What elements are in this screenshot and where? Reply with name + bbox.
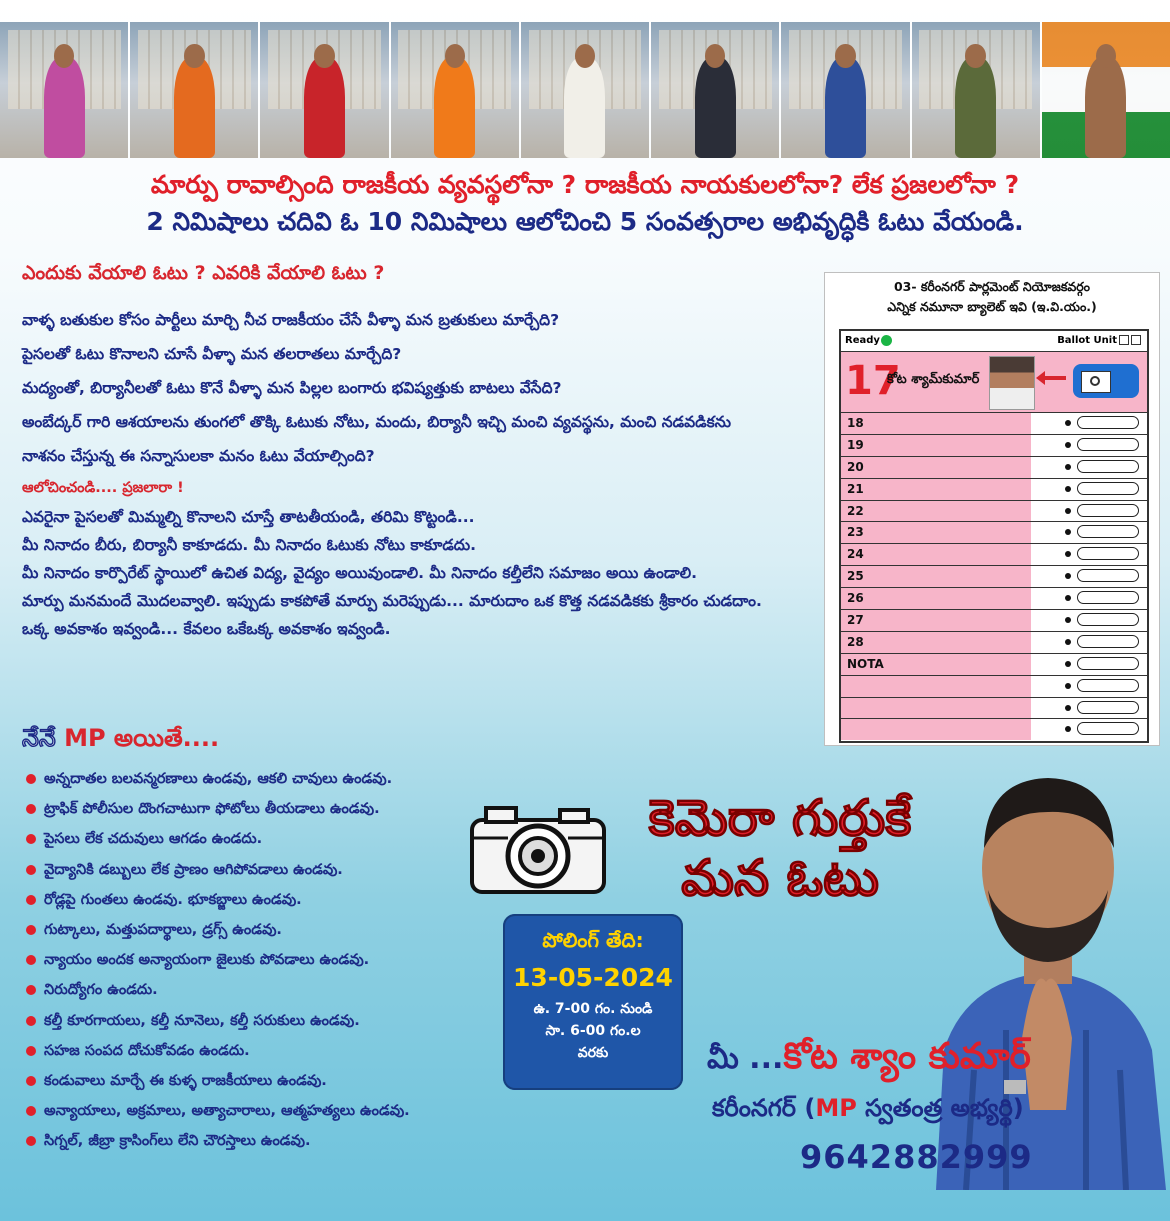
camera-symbol-icon	[466, 798, 610, 898]
bullet-dot-icon	[26, 985, 36, 995]
body-line: అంబేద్కర్ గారి ఆశయాలను తుంగలో తొక్కి ఓటుకు నోటు, మందు, బిర్యానీ ఇచ్చి మంచి వ్యవస్థను, మంచి నడవడికను	[22, 413, 731, 431]
protest-photo	[130, 22, 258, 158]
list-item: న్యాయం అందక అన్యాయంగా జైలుకు పోవడాలు ఉండవు.	[26, 945, 506, 975]
ballot-row	[841, 698, 1147, 720]
body-line: మీ నినాదం కార్పొరేట్ స్థాయిలో ఉచిత విద్య, వైద్యం అయివుండాలి. మీ నినాదం కల్తీలేని సమాజం అయి ఉండాలి.	[22, 564, 697, 582]
candidate-prefix: మీ ...	[707, 1041, 784, 1076]
list-item: గుట్కాలు, మత్తుపదార్థాలు, డ్రగ్స్ ఉండవు.	[26, 915, 506, 945]
ballot-unit	[839, 329, 1149, 743]
body-line: మీ నినాదం బీరు, బిర్యానీ కాకూడదు. మీ నినాదం ఓటుకు నోటు కాకూడదు.	[22, 536, 476, 554]
headline-appeal: 2 నిమిషాలు చదివి ఓ 10 నిమిషాలు ఆలోచించి 5 సంవత్సరాల అభివృద్ధికి ఓటు వేయండి.	[146, 207, 1024, 236]
ballot-row: 18	[841, 413, 1147, 435]
mp-title-prefix: నేనే	[22, 724, 56, 752]
mp-section-title	[22, 724, 219, 758]
protest-photo	[0, 22, 128, 158]
body-line: నాశనం చేస్తున్న ఈ సన్నాసులకా మనం ఓటు వేయాల్సింది?	[22, 447, 375, 465]
ballot-row-nota: NOTA	[841, 654, 1147, 676]
bullet-dot-icon	[26, 925, 36, 935]
body-text	[22, 303, 822, 643]
ballot-vote-button	[1073, 364, 1139, 398]
bullet-dot-icon	[26, 1076, 36, 1086]
ballot-row	[841, 676, 1147, 698]
candidate-phone: 9642882999	[800, 1138, 1033, 1176]
list-item: అన్యాయాలు, అక్రమాలు, అత్యాచారాలు, ఆత్మహత్యలు ఉండవు.	[26, 1096, 506, 1126]
ballot-ready-row	[841, 331, 1147, 351]
candidate-constituency-line: కరీంనగర్ (MP స్వతంత్ర అభ్యర్థి)	[712, 1094, 1024, 1122]
protest-photo	[521, 22, 649, 158]
body-line: పైసలతో ఓటు కొనాలని చూసే వీళ్ళా మన తలరాతలు మార్చేది?	[22, 345, 402, 363]
bullet-dot-icon	[26, 895, 36, 905]
protest-photo	[651, 22, 779, 158]
polling-time: ఉ. 7-00 గం. నుండి సా. 6-00 గం.ల వరకు	[533, 1001, 653, 1061]
mp-title-suffix: అయితే....	[113, 724, 220, 752]
list-item: కల్తీ కూరగాయలు, కల్తీ నూనెలు, కల్తీ సరుకులు ఉండవు.	[26, 1006, 506, 1036]
ballot-row: 26	[841, 588, 1147, 610]
ballot-row: 22	[841, 501, 1147, 523]
list-item: సహజ సంపద దోచుకోవడం ఉండదు.	[26, 1036, 506, 1066]
bullet-dot-icon	[26, 774, 36, 784]
ballot-row: 27	[841, 610, 1147, 632]
body-line: వాళ్ళ బతుకుల కోసం పార్టీలు మార్చి నీచ రాజకీయం చేసే వీళ్ళా మన బ్రతుకులు మార్చేది?	[22, 311, 560, 329]
bullet-dot-icon	[26, 865, 36, 875]
body-line: మద్యంతో, బిర్యానీలతో ఓటు కొనే వీళ్ళా మన పిల్లల బంగారు భవిష్యత్తుకు బాటలు వేసేది?	[22, 379, 562, 397]
list-item: వైద్యానికి డబ్బులు లేక ప్రాణం ఆగిపోవడాలు ఉండవు.	[26, 855, 506, 885]
list-item: పైసలు లేక చదువులు ఆగడం ఉండదు.	[26, 824, 506, 854]
ballot-row: 28	[841, 632, 1147, 654]
ballot-camera-icon	[1081, 371, 1111, 393]
question-title: ఎందుకు వేయాలి ఓటు ? ఎవరికి వేయాలి ఓటు ?	[22, 262, 385, 284]
headline-question: మార్పు రావాల్సింది రాజకీయ వ్యవస్థలోనా ? రాజకీయ నాయకులలోనా? లేక ప్రజలలోనా ?	[150, 170, 1020, 199]
call-to-think: ఆలోచించండి.... ప్రజలారా !	[22, 480, 184, 496]
constituency-name: కరీంనగర్	[712, 1094, 796, 1122]
ready-lamp-icon	[881, 335, 892, 346]
slogan-line2: మన ఓటు	[681, 849, 879, 907]
bullet-dot-icon	[26, 1136, 36, 1146]
bullet-dot-icon	[26, 1046, 36, 1056]
list-item: నిరుద్యోగం ఉండదు.	[26, 975, 506, 1005]
candidate-role: స్వతంత్ర అభ్యర్థి	[865, 1094, 1013, 1122]
list-item: కండువాలు మార్చే ఈ కుళ్ళ రాజకీయాలు ఉండవు.	[26, 1066, 506, 1096]
protest-photo	[391, 22, 519, 158]
list-item: అన్నదాతల బలవన్మరణాలు ఉండవు, ఆకలి చావులు ఉండవు.	[26, 764, 506, 794]
protest-photo	[1042, 22, 1170, 158]
ballot-header-title: ఎన్నిక నమూనా బ్యాలెట్ ఇవి (ఇ.వి.యం.)	[887, 299, 1097, 314]
ballot-row: 25	[841, 566, 1147, 588]
protest-photo	[912, 22, 1040, 158]
polling-title: పోలింగ్ తేది:	[542, 928, 644, 952]
candidate-name: కోట శ్యాం కుమార్	[783, 1036, 1031, 1077]
list-item: రోడ్లపై గుంతలు ఉండవు. భూకబ్జాలు ఉండవు.	[26, 885, 506, 915]
body-line: మార్పు మనమందే మొదలవ్వాలి. ఇప్పుడు కాకపోతే మార్పు మరెప్పుడు... మారుదాం ఒక కొత్త నడవడికకు శ్రీకారం చుడదాం.	[22, 592, 762, 610]
ballot-row: 19	[841, 435, 1147, 457]
ballot-header-constituency: 03- కరీంనగర్ పార్లమెంట్ నియోజకవర్గం	[893, 279, 1091, 294]
promise-list	[26, 764, 506, 1156]
body-line: ఎవరైనా పైసలతో మిమ్మల్ని కొనాలని చూస్తే తాటతీయండి, తరిమి కొట్టండి...	[22, 508, 475, 526]
candidate-thumbnail	[989, 356, 1035, 410]
ballot-candidate-row	[841, 351, 1147, 413]
protest-photo	[781, 22, 909, 158]
ballot-row: 24	[841, 544, 1147, 566]
bullet-dot-icon	[26, 1106, 36, 1116]
slogan-line1: కెమెరా గుర్తుకే	[648, 789, 912, 847]
bullet-dot-icon	[26, 1016, 36, 1026]
bullet-dot-icon	[26, 804, 36, 814]
protest-photo	[260, 22, 388, 158]
ballot-row	[841, 719, 1147, 740]
sample-ballot	[824, 272, 1160, 746]
ballot-unit-label: Ballot Unit	[1057, 335, 1141, 346]
body-line: ఒక్క అవకాశం ఇవ్వండి... కేవలం ఒకేఒక్క అవకాశం ఇవ్వండి.	[22, 620, 391, 638]
list-item: సిగ్నల్, జీబ్రా క్రాసింగ్‌లు లేని చౌరస్తాలు ఉండవు.	[26, 1126, 506, 1156]
bullet-dot-icon	[26, 834, 36, 844]
candidate-name-line	[707, 1036, 1031, 1086]
ballot-row: 20	[841, 457, 1147, 479]
ballot-row: 23	[841, 522, 1147, 544]
bullet-dot-icon	[26, 955, 36, 965]
ready-label: Ready	[845, 335, 880, 346]
constituency-mp: MP	[815, 1094, 857, 1122]
polling-info-box	[503, 914, 683, 1090]
polling-date: 13-05-2024	[513, 963, 673, 992]
candidate-serial-number: 17	[845, 358, 901, 404]
ballot-candidate-name: కోట శ్యామ్‌కుమార్	[887, 372, 980, 387]
list-item: ట్రాఫిక్ పోలీసుల దొంగచాటుగా ఫోటోలు తీయడాలు ఉండవు.	[26, 794, 506, 824]
arrow-left-icon	[1044, 376, 1066, 380]
ballot-row: 21	[841, 479, 1147, 501]
photo-strip	[0, 22, 1170, 158]
mp-title-mp: MP	[64, 724, 106, 752]
